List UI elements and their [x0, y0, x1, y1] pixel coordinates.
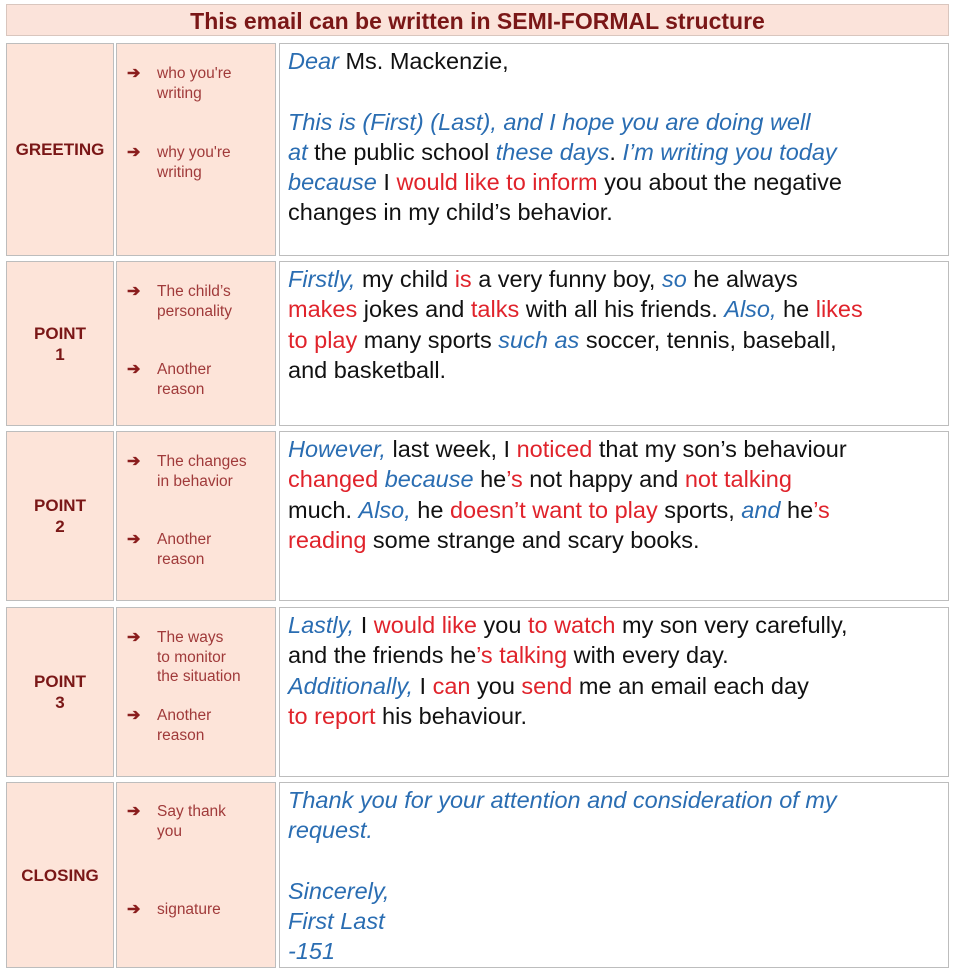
bullet-item: ➔ Say thank you: [127, 803, 226, 840]
bullet-item: ➔ Another reason: [127, 707, 212, 744]
section-point-1: [6, 261, 949, 426]
text-segment: Dear: [288, 48, 339, 74]
text-segment: a very funny boy,: [471, 266, 662, 292]
text-segment: request.: [288, 817, 373, 844]
text-segment: changed: [288, 466, 379, 493]
section-greeting: [6, 43, 949, 256]
text-segment: ’s talking: [476, 642, 568, 669]
text-line: [288, 137, 940, 167]
paragraph: [288, 610, 940, 731]
text-segment: my child: [355, 266, 455, 292]
text-segment: I: [412, 672, 433, 699]
section-label: POINT 3: [34, 672, 86, 712]
email-text-cell: [279, 43, 949, 256]
text-segment: such as: [498, 326, 580, 353]
text-segment: that my son’s behaviour: [592, 436, 847, 462]
text-line: [288, 876, 940, 906]
email-text-cell: [279, 431, 949, 601]
text-segment: to play: [288, 326, 358, 353]
text-segment: he: [776, 296, 816, 323]
text-segment: Sincerely,: [288, 877, 390, 904]
text-segment: these days: [495, 138, 610, 165]
section-label: GREETING: [15, 140, 105, 159]
text-segment: my son very carefully,: [615, 612, 848, 638]
paragraph: [288, 785, 940, 846]
text-segment: .: [609, 138, 623, 165]
text-segment: I: [376, 169, 397, 196]
text-line: [288, 640, 940, 670]
section-label-cell: [6, 261, 114, 426]
text-segment: Also,: [358, 496, 411, 523]
section-closing: [6, 782, 949, 968]
text-segment: with every day.: [567, 642, 729, 669]
text-segment: changes in my child’s behavior.: [288, 199, 613, 226]
text-line: [288, 197, 940, 227]
text-segment: so: [661, 266, 687, 292]
text-segment: me an email each day: [572, 672, 809, 699]
page-title: This email can be written in SEMI-FORMAL structure: [6, 4, 949, 36]
text-segment: the public school: [307, 138, 496, 165]
text-segment: This is (First) (Last), and I hope you are doing well: [288, 108, 811, 135]
section-label: POINT 2: [34, 496, 86, 536]
arrow-right-icon: ➔: [127, 803, 141, 820]
arrow-right-icon: ➔: [127, 531, 141, 548]
bullet-item: ➔ who you're writing: [127, 65, 232, 102]
text-segment: is: [454, 266, 472, 292]
text-segment: would like to inform: [396, 169, 598, 196]
text-segment: talks: [470, 296, 520, 323]
section-label: POINT 1: [34, 323, 86, 364]
text-segment: would like: [373, 612, 477, 638]
bullet-item: ➔ The ways to monitor the situation: [127, 629, 241, 685]
text-segment: can: [432, 672, 471, 699]
arrow-right-icon: ➔: [127, 361, 141, 378]
text-segment: likes: [815, 296, 863, 323]
text-segment: you: [476, 612, 528, 638]
text-segment: Additionally,: [288, 672, 413, 699]
section-bullets-cell: [116, 782, 276, 968]
section-bullets-cell: [116, 431, 276, 601]
text-segment: Also,: [724, 296, 777, 323]
email-text-cell: [279, 607, 949, 777]
text-segment: to watch: [527, 612, 616, 638]
text-segment: sports,: [657, 496, 742, 523]
text-segment: Thank you for your attention and consideration of my: [288, 787, 837, 813]
paragraph: [288, 876, 940, 967]
text-segment: you: [470, 672, 522, 699]
text-line: [288, 785, 940, 815]
text-segment: and the friends he: [288, 642, 477, 669]
section-bullets-cell: [116, 43, 276, 256]
text-segment: not happy and: [522, 466, 685, 493]
text-segment: because: [384, 466, 474, 493]
text-line: [288, 671, 940, 701]
text-segment: his behaviour.: [375, 702, 528, 729]
text-segment: and basketball.: [288, 356, 447, 383]
text-line: [288, 495, 940, 525]
arrow-right-icon: ➔: [127, 901, 141, 918]
text-segment: and: [741, 496, 781, 523]
bullet-item: ➔ signature: [127, 901, 221, 918]
text-segment: send: [521, 672, 573, 699]
text-line: [288, 46, 940, 76]
text-line: [288, 325, 940, 355]
arrow-right-icon: ➔: [127, 65, 141, 82]
text-segment: he: [410, 496, 450, 523]
text-line: [288, 294, 940, 324]
text-segment: not talking: [684, 466, 792, 493]
text-segment: many sports: [357, 326, 499, 353]
paragraph: [288, 46, 940, 76]
text-segment: ’s: [813, 496, 830, 523]
text-segment: he: [780, 496, 814, 523]
bullet-item: ➔ Another reason: [127, 361, 212, 398]
text-segment: with all his friends.: [519, 296, 725, 323]
text-segment: makes: [288, 296, 358, 323]
text-segment: reading: [288, 526, 367, 553]
text-line: [288, 167, 940, 197]
text-segment: at: [288, 138, 308, 165]
paragraph: [288, 434, 940, 555]
arrow-right-icon: ➔: [127, 283, 141, 300]
text-segment: because: [288, 169, 377, 196]
text-segment: to report: [288, 702, 376, 729]
text-segment: jokes and: [357, 296, 471, 323]
text-segment: Lastly,: [288, 612, 355, 638]
text-segment: doesn’t want to play: [449, 496, 658, 523]
text-segment: Ms. Mackenzie,: [338, 48, 509, 74]
arrow-right-icon: ➔: [127, 144, 141, 161]
text-segment: he always: [686, 266, 798, 292]
text-segment: I: [354, 612, 374, 638]
bullet-item: ➔ The child’s personality: [127, 283, 232, 320]
email-text-cell: [279, 782, 949, 968]
bullet-item: ➔ Another reason: [127, 531, 212, 568]
text-segment: ’s: [506, 466, 523, 493]
text-segment: Firstly,: [288, 266, 356, 292]
section-label-cell: [6, 607, 114, 777]
text-line: [288, 701, 940, 731]
section-bullets-cell: [116, 607, 276, 777]
email-text-cell: [279, 261, 949, 426]
text-segment: -151: [288, 938, 336, 965]
bullet-item: ➔ why you're writing: [127, 144, 231, 181]
text-line: [288, 464, 940, 494]
text-line: [288, 107, 940, 137]
text-segment: However,: [288, 436, 386, 462]
text-segment: soccer, tennis, baseball,: [579, 326, 837, 353]
section-label-cell: [6, 431, 114, 601]
section-label: CLOSING: [21, 865, 99, 885]
arrow-right-icon: ➔: [127, 453, 141, 470]
text-segment: noticed: [516, 436, 593, 462]
text-segment: you about the negative: [597, 169, 842, 196]
text-line: [288, 434, 940, 464]
text-segment: much.: [288, 496, 359, 523]
text-line: [288, 264, 940, 294]
text-segment: I’m writing you today: [622, 138, 837, 165]
section-label-cell: [6, 43, 114, 256]
arrow-right-icon: ➔: [127, 707, 141, 724]
section-bullets-cell: [116, 261, 276, 426]
text-segment: some strange and scary books.: [366, 526, 700, 553]
section-point-2: [6, 431, 949, 601]
text-segment: he: [473, 466, 507, 493]
paragraph: [288, 107, 940, 228]
text-segment: last week, I: [385, 436, 517, 462]
bullet-item: ➔ The changes in behavior: [127, 453, 247, 490]
text-line: [288, 815, 940, 845]
text-line: [288, 525, 940, 555]
arrow-right-icon: ➔: [127, 629, 141, 646]
text-segment: First Last: [288, 908, 385, 935]
text-line: [288, 610, 940, 640]
paragraph: [288, 264, 940, 385]
section-label-cell: [6, 782, 114, 968]
text-line: [288, 355, 940, 385]
text-line: [288, 936, 940, 966]
text-line: [288, 906, 940, 936]
section-point-3: [6, 607, 949, 777]
